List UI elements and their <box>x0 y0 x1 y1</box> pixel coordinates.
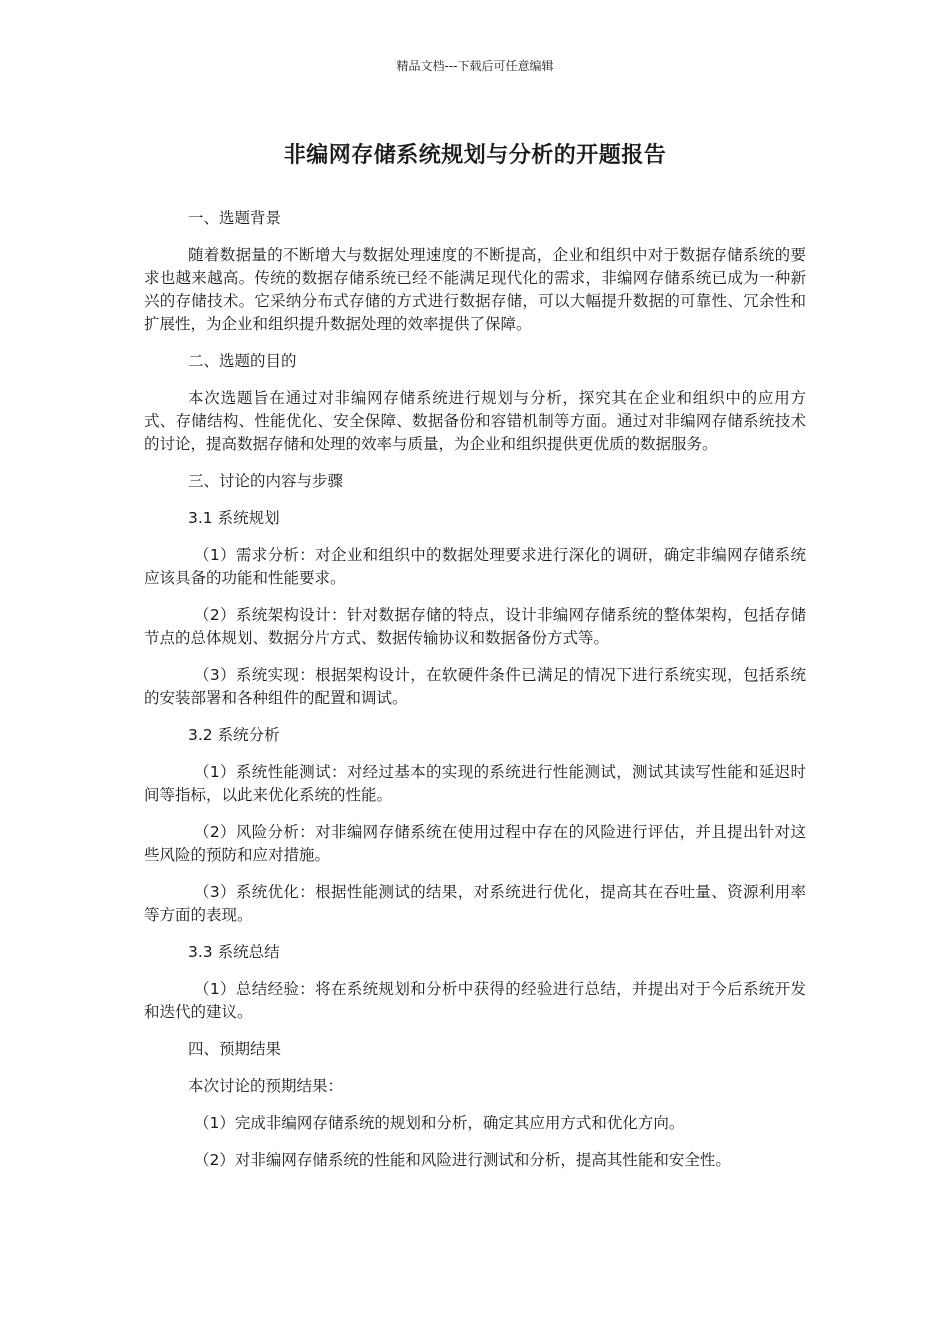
list-item: （2）对非编网存储系统的性能和风险进行测试和分析，提高其性能和安全性。 <box>194 1151 731 1169</box>
section-heading-content: 三、讨论的内容与步骤 <box>188 472 344 490</box>
paragraph-background: 随着数据量的不断增大与数据处理速度的不断提高，企业和组织中对于数据存储系统的要求也越来越高。传统的数据存储系统已经不能满足现代化的需求，非编网存储系统已成为一种新兴的存储技术。它采纳分布式存储的方式进行数据存储，可以大幅提升数据的可靠性、冗余性和扩展性，为企业和组织提升数据处理的效率提供了保障。 <box>144 246 806 333</box>
document-body <box>144 207 806 1186</box>
section-heading-expected: 四、预期结果 <box>188 1040 282 1058</box>
section-heading-purpose: 二、选题的目的 <box>188 352 297 370</box>
subsection-heading-summary: 3.3 系统总结 <box>188 943 280 961</box>
list-item: （3）系统优化：根据性能测试的结果，对系统进行优化，提高其在吞吐量、资源利用率等方面的表现。 <box>144 883 806 924</box>
list-item: （3）系统实现：根据架构设计，在软硬件条件已满足的情况下进行系统实现，包括系统的安装部署和各种组件的配置和调试。 <box>144 666 806 707</box>
list-item: （1）总结经验：将在系统规划和分析中获得的经验进行总结，并提出对于今后系统开发和迭代的建议。 <box>144 980 806 1021</box>
list-item: （2）风险分析：对非编网存储系统在使用过程中存在的风险进行评估，并且提出针对这些风险的预防和应对措施。 <box>144 823 806 864</box>
paragraph-purpose: 本次选题旨在通过对非编网存储系统进行规划与分析，探究其在企业和组织中的应用方式、存储结构、性能优化、安全保障、数据备份和容错机制等方面。通过对非编网存储系统技术的讨论，提高数据存储和处理的效率与质量，为企业和组织提供更优质的数据服务。 <box>144 389 806 453</box>
list-item: （1）系统性能测试：对经过基本的实现的系统进行性能测试，测试其读写性能和延迟时间等指标，以此来优化系统的性能。 <box>144 763 806 804</box>
section-heading-background: 一、选题背景 <box>188 209 282 227</box>
subsection-heading-analysis: 3.2 系统分析 <box>188 726 280 744</box>
subsection-heading-planning: 3.1 系统规划 <box>188 509 280 527</box>
list-item: （1）需求分析：对企业和组织中的数据处理要求进行深化的调研，确定非编网存储系统应该具备的功能和性能要求。 <box>144 546 806 587</box>
list-item: （2）系统架构设计：针对数据存储的特点，设计非编网存储系统的整体架构，包括存储节点的总体规划、数据分片方式、数据传输协议和数据备份方式等。 <box>144 606 806 647</box>
document-title: 非编网存储系统规划与分析的开题报告 <box>283 143 667 168</box>
page-header-note: 精品文档---下载后可任意编辑 <box>396 59 554 73</box>
list-item: （1）完成非编网存储系统的规划和分析，确定其应用方式和优化方向。 <box>194 1114 685 1132</box>
expected-intro: 本次讨论的预期结果： <box>188 1077 344 1095</box>
